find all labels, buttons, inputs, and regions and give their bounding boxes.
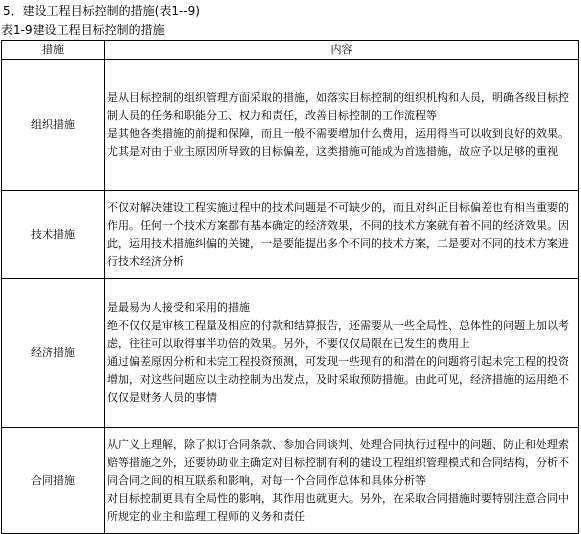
content-paragraph: 通过偏差原因分析和未完工程投资预测，可发现一些现有的和潜在的问题将引起未完工程的投资增加，对这些问题应以主动控制为出发点，及时采取预防措施。由此可见，经济措施的运用绝不仅仅是财务人员的事情 xyxy=(107,355,569,404)
content-paragraph: 是其他各类措施的前提和保障，而且一般不需要增加什么费用，运用得当可以收到良好的效果。尤其是对由于业主原因所导致的目标偏差，这类措施可能成为首选措施，故应予以足够的重视 xyxy=(107,127,569,158)
measure-name: 合同措施 xyxy=(2,428,105,534)
measure-content xyxy=(105,428,579,534)
section-heading: 5．建设工程目标控制的措施(表1--9) xyxy=(3,4,200,18)
table-header-row xyxy=(2,41,579,60)
content-paragraph: 从广义上理解，除了拟订合同条款、参加合同谈判、处理合同执行过程中的问题、防止和处理索赔等措施之外，还要协助业主确定对目标控制有利的建设工程组织管理模式和合同结构，分析不同合同之间的相互联系和影响，对每一个合同作总体和具体分析等 xyxy=(107,437,569,487)
table-row-economic xyxy=(2,279,579,428)
measure-name: 经济措施 xyxy=(2,279,105,428)
measure-content xyxy=(105,191,579,279)
measure-name: 技术措施 xyxy=(2,191,105,279)
control-measures-table xyxy=(1,40,579,534)
measure-name: 组织措施 xyxy=(2,60,105,191)
content-paragraph: 是从目标控制的组织管理方面采取的措施，如落实目标控制的组织机构和人员，明确各级目标控制人员的任务和职能分工、权力和责任，改善目标控制的工作流程等 xyxy=(107,91,569,122)
table-row-organizational xyxy=(2,60,579,191)
column-header-measure: 措施 xyxy=(2,41,105,60)
content-paragraph: 绝不仅仅是审核工程量及相应的付款和结算报告，还需要从一些全局性、总体性的问题上加以考虑，往往可以取得事半功倍的效果。另外，不要仅仅局限在已发生的费用上 xyxy=(107,319,569,350)
table-row-technical xyxy=(2,191,579,279)
measure-content xyxy=(105,279,579,428)
measure-content xyxy=(105,60,579,191)
content-paragraph: 是最易为人接受和采用的措施 xyxy=(107,301,250,314)
content-paragraph: 对目标控制更具有全局性的影响，其作用也就更大。另外，在采取合同措施时要特别注意合同中所规定的业主和监理工程师的义务和责任 xyxy=(107,491,569,523)
table-caption: 表1-9建设工程目标控制的措施 xyxy=(1,23,165,37)
content-paragraph: 不仅对解决建设工程实施过程中的技术问题是不可缺少的，而且对纠正目标偏差也有相当重要的作用。任何一个技术方案都有基本确定的经济效果，不同的技术方案就有着不同的经济效果。因此，运用技术措施纠偏的关键，一是要能提出多个不同的技术方案，二是要对不同的技术方案进行技术经济分析 xyxy=(107,200,569,268)
column-header-content: 内容 xyxy=(105,41,579,60)
table-row-contract xyxy=(2,428,579,534)
